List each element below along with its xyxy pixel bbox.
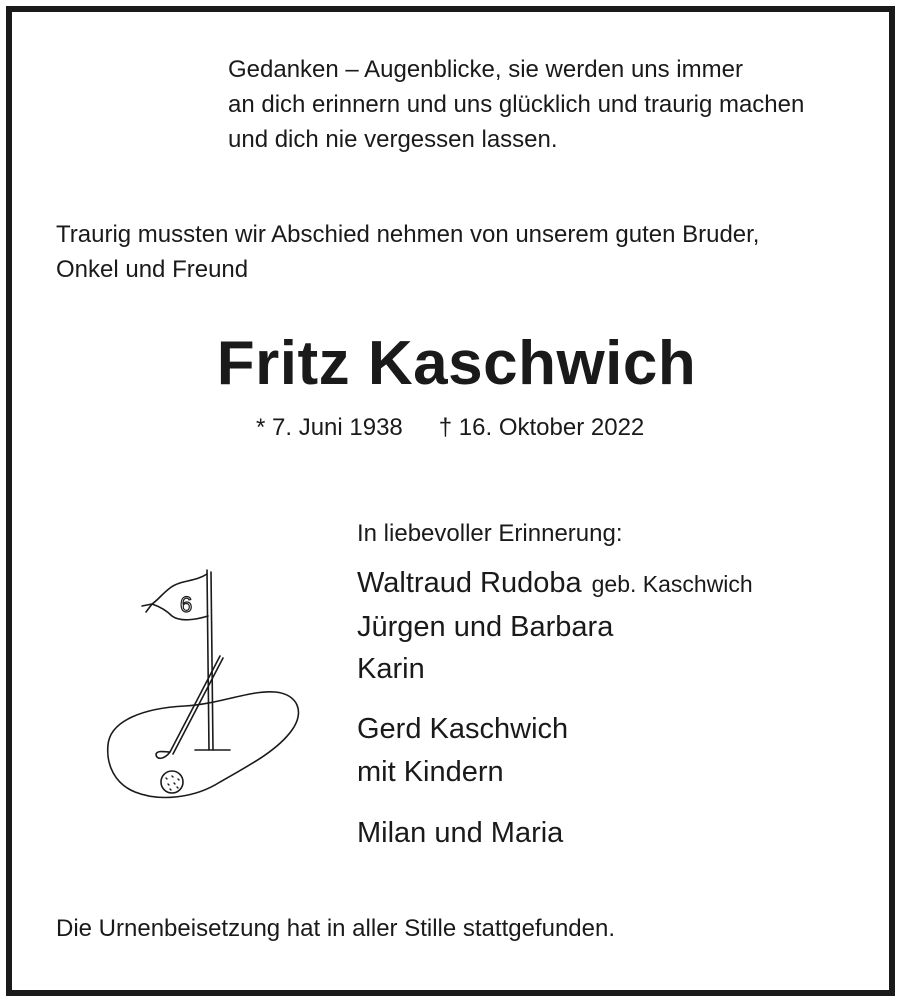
death-date: † 16. Oktober 2022	[438, 414, 645, 441]
closing-text: Die Urnenbeisetzung hat in aller Stille stattgefunden.	[56, 915, 616, 942]
life-dates	[256, 414, 644, 442]
birth-date: * 7. Juni 1938	[256, 414, 403, 441]
deceased-name: Fritz Kaschwich	[216, 329, 697, 398]
mourner-waltraud	[357, 567, 753, 600]
maiden-name: geb. Kaschwich	[591, 571, 753, 597]
poem-line: und dich nie vergessen lassen.	[228, 126, 558, 153]
poem-line: an dich erinnern und uns glücklich und traurig machen	[228, 91, 805, 118]
poem	[228, 52, 804, 157]
golf-flag-icon	[100, 560, 310, 810]
mourner-name: Waltraud Rudoba	[357, 567, 582, 599]
intro-line: Onkel und Freund	[56, 256, 249, 283]
memory-heading: In liebevoller Erinnerung:	[357, 520, 623, 547]
mourner-milan-maria: Milan und Maria	[357, 817, 564, 849]
flag-number: 6	[180, 592, 193, 617]
mourner-children: mit Kindern	[357, 756, 504, 788]
poem-line: Gedanken – Augenblicke, sie werden uns immer	[228, 56, 743, 83]
mourner-juergen-barbara: Jürgen und Barbara	[357, 611, 614, 643]
intro-text	[56, 217, 759, 287]
mourner-gerd: Gerd Kaschwich	[357, 713, 569, 745]
mourner-karin: Karin	[357, 653, 425, 685]
intro-line: Traurig mussten wir Abschied nehmen von unserem guten Bruder,	[56, 221, 760, 248]
